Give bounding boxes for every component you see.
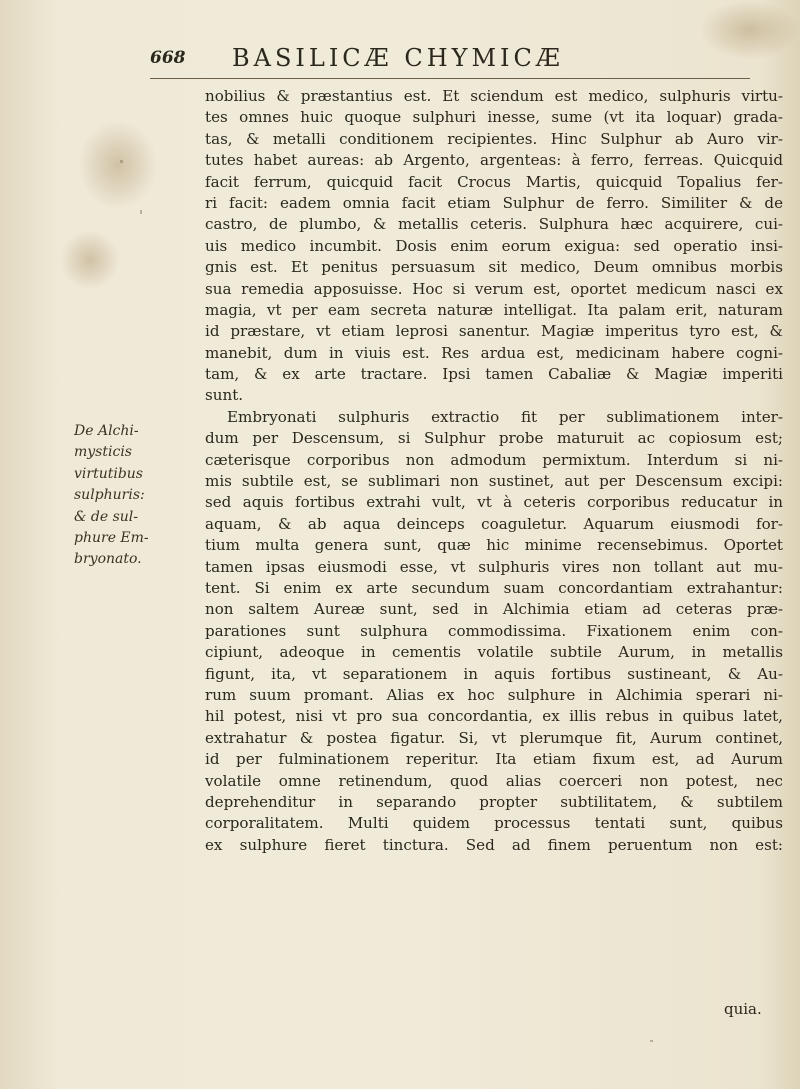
text-line: id per fulminationem reperitur. Ita etiam fixum est, ad Aurum xyxy=(205,750,783,769)
text-line: nobilius & præstantius est. Et sciendum est medico, sulphuris virtu- xyxy=(205,87,783,105)
margin-note-line: virtutibus xyxy=(74,465,143,482)
margin-note-line: phure Em- xyxy=(74,530,149,547)
text-line: volatile omne retinendum, quod alias coerceri non potest, nec xyxy=(205,771,783,790)
text-line: id præstare, vt etiam leprosi sanentur. Magiæ imperitus tyro est, & xyxy=(205,322,783,341)
margin-note-line: mysticis xyxy=(74,444,132,461)
text-line: Embryonati sulphuris extractio fit per sublimationem inter- xyxy=(227,407,783,426)
text-line: non saltem Aureæ sunt, sed in Alchimia etiam ad ceteras præ- xyxy=(205,600,783,619)
text-line: tutes habet aureas: ab Argento, argenteas: à ferro, ferreas. Quicquid xyxy=(205,151,783,170)
text-line: sed aquis fortibus extrahi vult, vt à ceteris corporibus reducatur in xyxy=(205,493,783,512)
margin-note-line: sulphuris: xyxy=(74,487,145,504)
text-line: hil potest, nisi vt pro sua concordantia, ex illis rebus in quibus latet, xyxy=(205,707,783,726)
ink-speck xyxy=(140,210,142,214)
body-text xyxy=(205,86,783,856)
margin-note-line: & de sul- xyxy=(74,508,139,525)
ink-speck xyxy=(650,1040,653,1042)
page-header xyxy=(150,44,750,78)
text-line: cipiunt, adeoque in cementis volatile subtile Aurum, in metallis xyxy=(205,643,783,662)
text-line: ex sulphure fieret tinctura. Sed ad finem peruentum non est: xyxy=(205,835,783,854)
margin-note-line: De Alchi- xyxy=(74,423,139,439)
text-line: rum suum promant. Alias ex hoc sulphure in Alchimia sperari ni- xyxy=(205,685,783,704)
text-line: tam, & ex arte tractare. Ipsi tamen Cabaliæ & Magiæ imperiti xyxy=(205,365,783,384)
text-line: figunt, ita, vt separationem in aquis fortibus sustineant, & Au- xyxy=(205,664,783,683)
text-line: sunt. xyxy=(205,386,244,405)
text-line: aquam, & ab aqua deinceps coaguletur. Aquarum eiusmodi for- xyxy=(205,514,783,533)
text-line: deprehenditur in separando propter subtilitatem, & subtilem xyxy=(205,792,783,811)
paper-stain xyxy=(60,230,120,290)
text-line: mis subtile est, se sublimari non sustinet, aut per Descensum excipi: xyxy=(205,472,783,491)
text-line: castro, de plumbo, & metallis ceteris. Sulphura hæc acquirere, cui- xyxy=(205,215,783,234)
header-rule xyxy=(150,78,750,79)
text-line: facit ferrum, quicquid facit Crocus Martis, quicquid Topalius fer- xyxy=(205,172,783,191)
page-number: 668 xyxy=(150,48,186,68)
text-line: tes omnes huic quoque sulphuri inesse, sume (vt ita loquar) grada- xyxy=(205,108,783,127)
paper-stain xyxy=(78,120,158,210)
text-line: tas, & metalli conditionem recipientes. Hinc Sulphur ab Auro vir- xyxy=(205,129,783,148)
catchword: quia. xyxy=(724,1000,762,1018)
text-line: manebit, dum in viuis est. Res ardua est, medicinam habere cogni- xyxy=(205,343,783,362)
margin-note xyxy=(74,421,206,571)
text-line: parationes sunt sulphura commodissima. Fixationem enim con- xyxy=(205,621,783,640)
text-line: gnis est. Et penitus persuasum sit medico, Deum omnibus morbis xyxy=(205,258,783,277)
text-line: uis medico incumbit. Dosis enim eorum exigua: sed operatio insi- xyxy=(205,236,783,255)
text-line: extrahatur & postea figatur. Si, vt plerumque fit, Aurum continet, xyxy=(205,728,783,747)
margin-note-line: bryonato. xyxy=(74,551,142,568)
text-line: tium multa genera sunt, quæ hic minime recensebimus. Oportet xyxy=(205,536,783,555)
text-line: corporalitatem. Multi quidem processus tentati sunt, quibus xyxy=(205,814,783,833)
text-line: tent. Si enim ex arte secundum suam concordantiam extrahantur: xyxy=(205,578,783,597)
text-line: sua remedia apposuisse. Hoc si verum est, oportet medicum nasci ex xyxy=(205,279,783,298)
ink-speck xyxy=(120,160,123,163)
text-line: ri facit: eadem omnia facit etiam Sulphur de ferro. Similiter & de xyxy=(205,193,783,212)
text-line: tamen ipsas eiusmodi esse, vt sulphuris vires non tollant aut mu- xyxy=(205,557,783,576)
running-title: BASILICÆ CHYMICÆ xyxy=(232,44,564,72)
text-line: dum per Descensum, si Sulphur probe maturuit ac copiosum est; xyxy=(205,429,783,448)
text-line: magia, vt per eam secreta naturæ intelligat. Ita palam erit, naturam xyxy=(205,300,783,319)
text-line: cæterisque corporibus non admodum permixtum. Interdum si ni- xyxy=(205,450,783,469)
